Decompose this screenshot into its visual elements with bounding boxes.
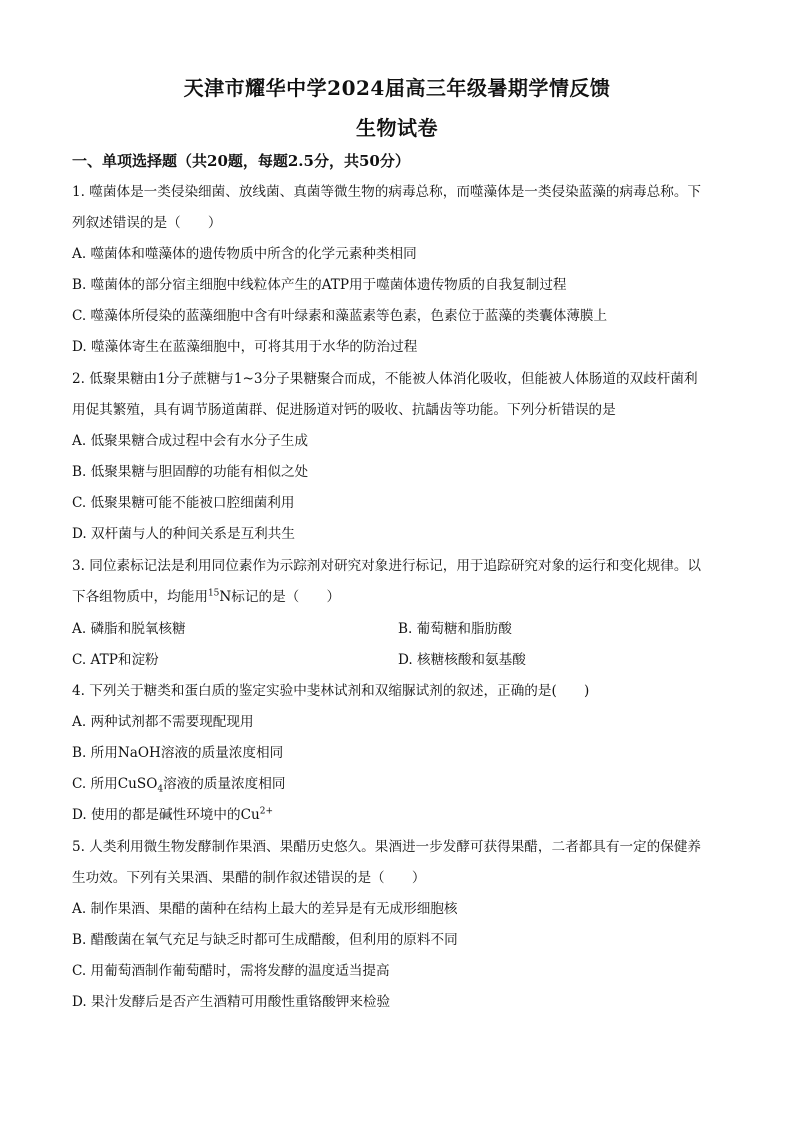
question-5-option-b: B. 醋酸菌在氧气充足与缺乏时都可生成醋酸，但利用的原料不同	[72, 932, 458, 948]
question-4-option-b: B. 所用NaOH溶液的质量浓度相同	[72, 745, 284, 761]
question-5-option-d: D. 果汁发酵后是否产生酒精可用酸性重铬酸钾来检验	[72, 994, 391, 1010]
question-1-stem-line-1: 1. 噬菌体是一类侵染细菌、放线菌、真菌等微生物的病毒总称，而噬藻体是一类侵染蓝藻的病毒总称。下	[72, 184, 702, 200]
question-4-stem-line-1: 4. 下列关于糖类和蛋白质的鉴定实验中斐林试剂和双缩脲试剂的叙述，正确的是( )	[72, 683, 590, 699]
exam-subtitle: 生物试卷	[356, 116, 438, 140]
question-2-option-c: C. 低聚果糖可能不能被口腔细菌利用	[72, 495, 295, 511]
question-3-stem-line-1: 3. 同位素标记法是利用同位素作为示踪剂对研究对象进行标记，用于追踪研究对象的运行和变化规律。以	[72, 558, 702, 574]
ion-charge: 2+	[259, 806, 274, 817]
question-1-option-d: D. 噬藻体寄生在蓝藻细胞中，可将其用于水华的防治过程	[72, 339, 418, 355]
question-3-stem-line-2	[72, 588, 724, 606]
question-3-option-a: A. 磷脂和脱氧核糖	[72, 621, 186, 637]
question-2-stem-line-1: 2. 低聚果糖由1分子蔗糖与1~3分子果糖聚合而成，不能被人体消化吸收，但能被人体肠道的双歧杆菌利	[72, 371, 698, 387]
question-3-option-d: D. 核糖核酸和氨基酸	[398, 652, 526, 668]
question-2-option-b: B. 低聚果糖与胆固醇的功能有相似之处	[72, 464, 309, 480]
subscript-4: 4	[157, 784, 164, 795]
question-3-option-b: B. 葡萄糖和脂肪酸	[398, 621, 512, 637]
question-5-option-c: C. 用葡萄酒制作葡萄醋时，需将发酵的温度适当提高	[72, 963, 390, 979]
question-3-stem-post: N标记的是（ ）	[219, 589, 341, 605]
question-1-option-a: A. 噬菌体和噬藻体的遗传物质中所含的化学元素种类相同	[72, 246, 417, 262]
option-d-text-pre: D. 使用的都是碱性环境中的Cu	[72, 807, 260, 823]
question-1-option-b: B. 噬菌体的部分宿主细胞中线粒体产生的ATP用于噬菌体遗传物质的自我复制过程	[72, 277, 567, 293]
question-4-option-a: A. 两种试剂都不需要现配现用	[72, 714, 254, 730]
question-5-stem-line-2: 生功效。下列有关果酒、果醋的制作叙述错误的是（ ）	[72, 870, 426, 886]
question-1-stem-line-2: 列叙述错误的是（ ）	[72, 215, 222, 231]
question-1-option-c: C. 噬藻体所侵染的蓝藻细胞中含有叶绿素和藻蓝素等色素，色素位于蓝藻的类囊体薄膜上	[72, 308, 608, 324]
question-3-stem-pre: 下各组物质中，均能用	[72, 589, 208, 605]
isotope-mass-number: 15	[207, 588, 220, 599]
question-2-option-a: A. 低聚果糖合成过程中会有水分子生成	[72, 433, 308, 449]
option-c-text-pre: C. 所用CuSO	[72, 776, 158, 792]
question-4-option-d	[72, 806, 724, 824]
question-4-option-c	[72, 775, 724, 793]
question-5-stem-line-1: 5. 人类利用微生物发酵制作果酒、果醋历史悠久。果酒进一步发酵可获得果醋，二者都具有一定的保健养	[72, 839, 702, 855]
option-c-text-post: 溶液的质量浓度相同	[163, 776, 286, 792]
question-2-stem-line-2: 用促其繁殖，具有调节肠道菌群、促进肠道对钙的吸收、抗龋齿等功能。下列分析错误的是	[72, 402, 616, 418]
question-5-option-a: A. 制作果酒、果醋的菌种在结构上最大的差异是有无成形细胞核	[72, 901, 458, 917]
exam-title: 天津市耀华中学2024届高三年级暑期学情反馈	[183, 76, 611, 100]
question-2-option-d: D. 双杆菌与人的种间关系是互利共生	[72, 526, 295, 542]
section-heading: 一、单项选择题（共20题，每题2.5分，共50分）	[72, 152, 410, 170]
question-3-option-c: C. ATP和淀粉	[72, 652, 159, 668]
